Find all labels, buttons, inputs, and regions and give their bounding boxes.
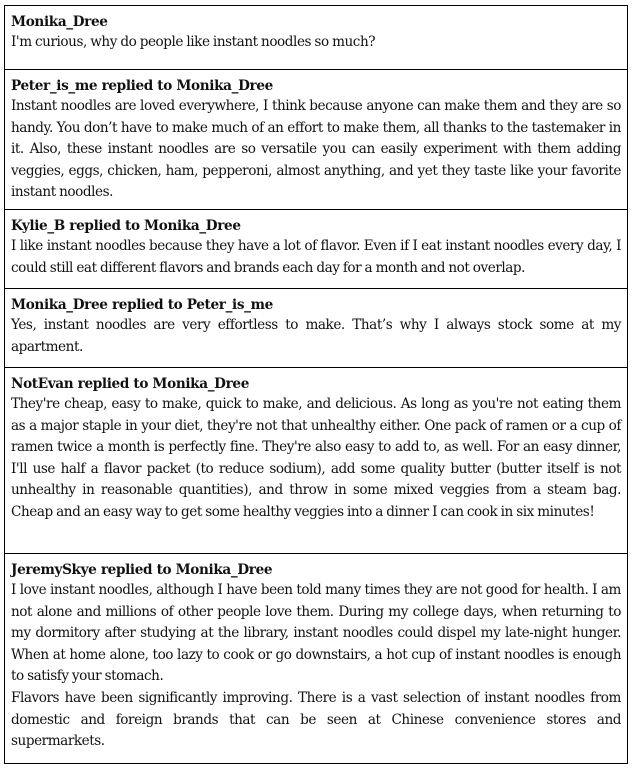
comment-thread [4,5,628,764]
post-paragraph: I love instant noodles, although I have been told many times they are not good for health. I am not alone and millions of other people love them. During my college days, when returning to my dormitory after studying at the library, instant noodles could dispel my late-night hunger. When at home alone, too lazy to cook or go downstairs, a hot cup of instant noodles is enough to satisfy your stomach. [11,582,621,685]
post-body [11,96,621,204]
post-body [11,236,621,279]
post-body [11,315,621,358]
post-author: NotEvan replied to Monika_Dree [11,376,249,392]
post-paragraph: I'm curious, why do people like instant noodles so much? [11,34,376,50]
post-body [11,32,621,54]
post-author: Kylie_B replied to Monika_Dree [11,218,241,234]
post-body [11,394,621,524]
post-paragraph: Instant noodles are loved everywhere, I think because anyone can make them and they are so handy. You don’t have to make much of an effort to make them, all thanks to the tastemaker in it. Also, these instant noodles are so versatile you can easily experiment with them adding veggies, eggs, chicken, ham, pepperoni, almost anything, and yet they taste like your favorite instant noodles. [11,98,621,201]
post-body [11,580,621,753]
post [5,209,627,288]
post-paragraph: Flavors have been significantly improving. There is a vast selection of instant noodles from domestic and foreign brands that can be seen at Chinese convenience stores and supermarkets. [11,689,621,750]
post [5,553,627,763]
post-author: Monika_Dree [11,14,108,30]
post [5,367,627,553]
post-paragraph: Yes, instant noodles are very effortless to make. That’s why I always stock some at my apartment. [11,317,621,355]
post-paragraph: I like instant noodles because they have a lot of flavor. Even if I eat instant noodles every day, I could still eat different flavors and brands each day for a month and not overlap. [11,238,621,276]
post-author: Monika_Dree replied to Peter_is_me [11,297,273,313]
post [5,69,627,209]
post-author: Peter_is_me replied to Monika_Dree [11,78,273,94]
post-paragraph: They're cheap, easy to make, quick to make, and delicious. As long as you're not eating them as a major staple in your diet, they're not that unhealthy either. One pack of ramen or a cup of ramen twice a month is perfectly fine. They're also easy to add to, as well. For an easy dinner, I'll use half a flavor packet (to reduce sodium), add some quality butter (butter itself is not unhealthy in reasonable quantities), and throw in some mixed veggies from a steam bag. Cheap and an easy way to get some healthy veggies into a dinner I can cook in six minutes! [11,396,621,520]
post-author: JeremySkye replied to Monika_Dree [11,562,273,578]
post [5,6,627,69]
post [5,288,627,367]
